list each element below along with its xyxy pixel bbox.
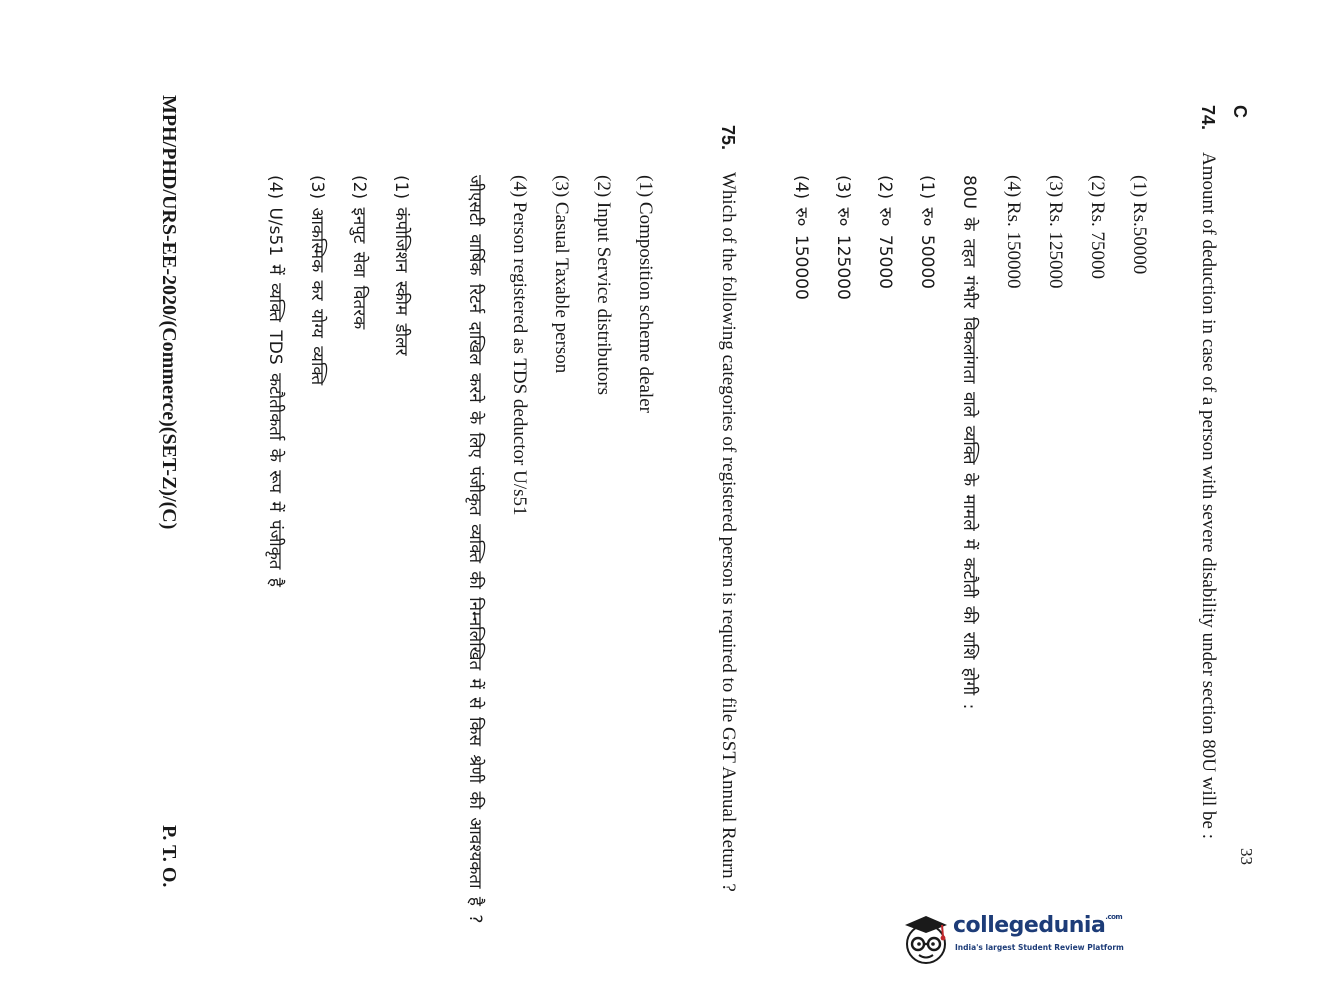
student-mascot-icon [897,911,955,969]
collegedunia-logo [898,906,1124,978]
series-code: C [1230,105,1250,118]
question-74-number: 74. [1198,105,1218,131]
q75-option-3-hi: (3) आकस्मिक कर योग्य व्यक्ति [307,175,327,386]
q75-option-4-hi: (4) U/s51 में व्यक्ति TDS कटौतीकर्ता के रूप में पंजीकृत है [265,175,285,587]
q74-option-4-hi: (4) रु० 150000 [791,175,811,300]
question-74-text-en: Amount of deduction in case of a person with severe disability under section 80U will be : [1198,152,1219,840]
page-number: 33 [1237,848,1256,865]
logo-wordmark [953,913,1122,938]
q75-option-3-en: (3) Casual Taxable person [551,175,572,374]
q74-option-1-hi: (1) रु० 50000 [917,175,937,289]
q74-option-1-en: (1) Rs.50000 [1129,175,1150,275]
q74-option-4-en: (4) Rs. 150000 [1003,175,1024,289]
logo-tagline: India's largest Student Review Platform [955,943,1124,952]
question-75-text-hi: जीएसटी वार्षिक रिटर्न दाखिल करने के लिए पंजीकृत व्यक्ति की निम्नलिखित में से किस श्रेणी की आवश्यकता है ? [465,175,485,924]
logo-suffix: .com [1105,913,1123,921]
pto-label: P. T. O. [158,825,180,888]
q74-option-2-en: (2) Rs. 75000 [1087,175,1108,279]
q74-option-3-en: (3) Rs. 125000 [1045,175,1066,289]
q75-option-1-en: (1) Composition scheme dealer [635,175,656,413]
q74-option-3-hi: (3) रु० 125000 [833,175,853,300]
question-74-text-hi: 80U के तहत गंभीर विकलांगता वाले व्यक्ति के मामले में कटौती की राशि होगी : [959,175,979,710]
q75-option-4-en: (4) Person registered as TDS deductor U/s51 [509,175,530,516]
logo-name: collegedunia [953,913,1106,938]
question-75-number: 75. [718,125,738,151]
q75-option-2-en: (2) Input Service distributors [593,175,614,396]
question-75-text-en: Which of the following categories of registered person is required to file GST Annual Return ? [718,172,739,892]
paper-code-footer: MPH/PHD/URS-EE-2020/(Commerce)(SET-Z)/(C) [158,95,180,530]
q74-option-2-hi: (2) रु० 75000 [875,175,895,289]
q75-option-2-hi: (2) इनपुट सेवा वितरक [349,175,369,330]
q75-option-1-hi: (1) कंपोजिशन स्कीम डीलर [391,175,411,356]
